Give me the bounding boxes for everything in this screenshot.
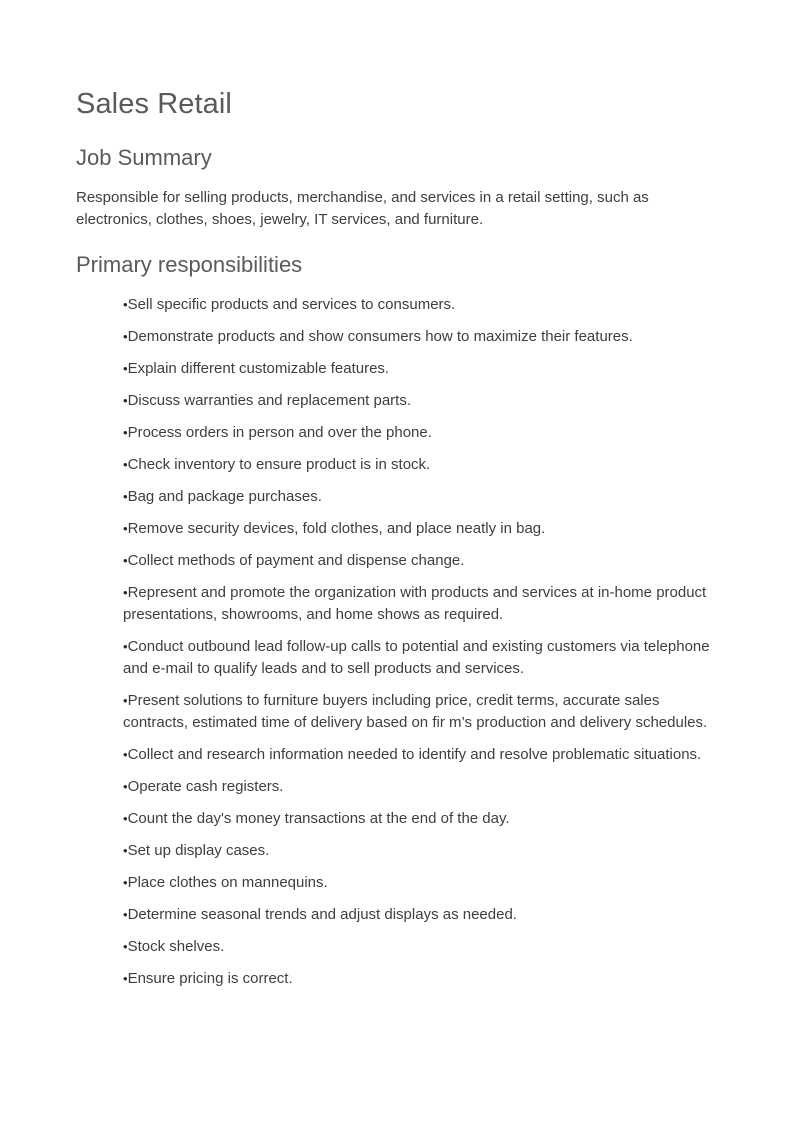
list-item — [123, 486, 713, 508]
list-item-text: Operate cash registers. — [127, 778, 284, 795]
list-item — [123, 776, 713, 798]
list-item-text: Stock shelves. — [127, 938, 225, 955]
bullet-icon: • — [123, 393, 128, 408]
bullet-icon: • — [123, 843, 128, 858]
bullet-icon: • — [123, 907, 128, 922]
list-item — [123, 872, 713, 894]
list-item — [123, 294, 713, 316]
bullet-icon: • — [123, 693, 128, 708]
list-item — [123, 582, 713, 626]
list-item-text: Process orders in person and over the phone. — [127, 424, 432, 441]
bullet-icon: • — [123, 639, 128, 654]
list-item-text: Collect methods of payment and dispense change. — [127, 552, 465, 569]
list-item-text: Check inventory to ensure product is in stock. — [127, 456, 431, 473]
list-item-text: Discuss warranties and replacement parts. — [127, 392, 412, 409]
document-title: Sales Retail — [76, 88, 232, 120]
list-item-text: Determine seasonal trends and adjust displays as needed. — [127, 906, 517, 923]
list-item — [123, 550, 713, 572]
list-item — [123, 358, 713, 380]
bullet-icon: • — [123, 585, 128, 600]
job-summary-heading: Job Summary — [76, 145, 212, 170]
list-item — [123, 636, 713, 680]
list-item-text: Ensure pricing is correct. — [127, 970, 293, 987]
list-item-text: Sell specific products and services to consumers. — [127, 296, 456, 313]
bullet-icon: • — [123, 747, 128, 762]
list-item — [123, 904, 713, 926]
list-item-text: Represent and promote the organization with products and services at in-home product presentations, showrooms, and home shows as required. — [123, 584, 707, 623]
list-item — [123, 390, 713, 412]
bullet-icon: • — [123, 939, 128, 954]
list-item-text: Present solutions to furniture buyers including price, credit terms, accurate sales contracts, estimated time of delivery based on fir m’s production and delivery schedules. — [123, 692, 708, 731]
list-item — [123, 454, 713, 476]
list-item-text: Place clothes on mannequins. — [127, 874, 328, 891]
list-item-text: Collect and research information needed to identify and resolve problematic situations. — [127, 746, 702, 763]
bullet-icon: • — [123, 425, 128, 440]
bullet-icon: • — [123, 971, 128, 986]
list-item — [123, 690, 713, 734]
list-item — [123, 518, 713, 540]
bullet-icon: • — [123, 329, 128, 344]
bullet-icon: • — [123, 875, 128, 890]
list-item-text: Explain different customizable features. — [127, 360, 390, 377]
list-item-text: Demonstrate products and show consumers how to maximize their features. — [127, 328, 633, 345]
responsibilities-heading: Primary responsibilities — [76, 252, 303, 277]
list-item — [123, 840, 713, 862]
bullet-icon: • — [123, 297, 128, 312]
bullet-icon: • — [123, 553, 128, 568]
list-item-text: Count the day's money transactions at the end of the day. — [127, 810, 510, 827]
list-item-text: Conduct outbound lead follow-up calls to potential and existing customers via telephone and e-mail to qualify leads and to sell products and services. — [123, 638, 710, 677]
bullet-icon: • — [123, 457, 128, 472]
list-item — [123, 968, 713, 990]
bullet-icon: • — [123, 521, 128, 536]
bullet-icon: • — [123, 489, 128, 504]
bullet-icon: • — [123, 779, 128, 794]
bullet-icon: • — [123, 361, 128, 376]
list-item-text: Bag and package purchases. — [127, 488, 322, 505]
list-item — [123, 936, 713, 958]
job-summary-text: Responsible for selling products, merchandise, and services in a retail setting, such as electronics, clothes, shoes, jewelry, IT services, and furniture. — [76, 189, 649, 228]
responsibilities-list — [123, 294, 713, 1000]
bullet-icon: • — [123, 811, 128, 826]
list-item — [123, 808, 713, 830]
list-item-text: Set up display cases. — [127, 842, 270, 859]
list-item — [123, 744, 713, 766]
list-item-text: Remove security devices, fold clothes, and place neatly in bag. — [127, 520, 546, 537]
list-item — [123, 326, 713, 348]
list-item — [123, 422, 713, 444]
